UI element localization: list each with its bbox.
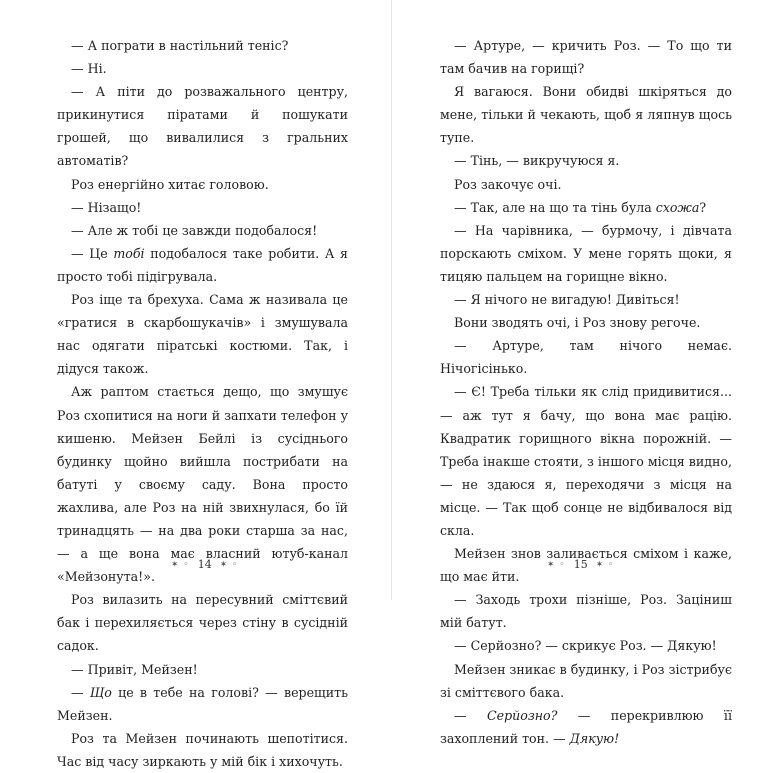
paragraph [57, 219, 348, 242]
italic-run: тобі [113, 245, 145, 261]
paragraph [57, 242, 348, 288]
page-number: 14 [197, 558, 212, 571]
text-run: Вони зводять очі, і Роз знову регоче. [454, 315, 701, 331]
paragraph [57, 288, 348, 380]
paragraph [440, 658, 732, 704]
text-run: Роз вилазить на пересувний сміттєвий бак і перехиляється через стіну в сусідній садок. [57, 592, 348, 654]
text-run: — А піти до розважального центру, прикинутися піратами й пошукати грошей, що вивалилися з гральних автоматів? [57, 84, 348, 169]
paragraph [440, 219, 732, 288]
text-run: — Артуре, там нічого немає. Нічогісінько. [440, 338, 732, 377]
italic-run: схожа [655, 199, 700, 215]
text-run: — Привіт, Мейзен! [71, 661, 198, 677]
text-run: — Серйозно? — скрикує Роз. — Дякую! [454, 638, 717, 654]
paragraph [57, 34, 348, 57]
italic-run: Дякую! [569, 730, 620, 746]
text-run: — Так, але на що та тінь була [454, 199, 656, 215]
text-run: Роз та Мейзен починають шепотітися. Час від часу зиркають у мій бік і хихочуть. [57, 730, 348, 769]
ornament-left: ✶ ◦ [547, 559, 566, 570]
italic-run: Що [89, 684, 112, 700]
text-run: Мейзен знов заливається сміхом і каже, що має йти. [440, 546, 732, 585]
text-run: — Я нічого не вигадую! Дивіться! [454, 292, 680, 308]
paragraph [57, 727, 348, 773]
text-run: — Це [71, 245, 114, 261]
text-run: Я вагаюся. Вони обидві шкіряться до мене, тільки й чекають, щоб я ляпнув щось тупе. [440, 84, 732, 146]
paragraph [440, 380, 732, 542]
text-run: Роз іще та брехуха. Сама ж називала це «гратися в скарбошукачів» і змушувала нас одягати піратські костюми. Так, і дідуся також. [57, 292, 348, 377]
text-run: подобалося таке робити. А я просто тобі підігрувала. [57, 245, 348, 284]
text-run: — А пограти в настільний теніс? [71, 38, 289, 53]
text-run: ? [699, 199, 707, 215]
paragraph [440, 196, 732, 219]
paragraph [440, 173, 732, 196]
right-page-footer [547, 558, 614, 571]
left-page-footer [171, 558, 238, 571]
paragraph [57, 80, 348, 172]
paragraph [57, 57, 348, 80]
text-run: — Нізащо! [71, 199, 142, 215]
ornament-left: ✶ ◦ [171, 559, 190, 570]
italic-run: — Серйозно? [454, 707, 558, 723]
right-page [392, 0, 783, 746]
paragraph [57, 681, 348, 727]
right-page-text [440, 34, 732, 750]
text-run: Аж раптом стається дещо, що змушує Роз схопитися на ноги й запхати телефон у кишеню. Мейзен Бейлі із сусіднього будинку щойно вийшла пострибати на батуті у своєму саду. Вона просто жахлива, але Роз на ній звихнулася, бо їй тринадцять — на два роки старша за нас, — а ще вона має власний ютуб-канал «Мейзонута!». [57, 384, 348, 585]
paragraph [440, 588, 732, 634]
paragraph [57, 658, 348, 681]
text-run: — Артуре, — кричить Роз. — То що ти там бачив на горищі? [440, 38, 732, 77]
ornament-right: ✶ ◦ [219, 559, 239, 570]
left-page-text [57, 34, 348, 773]
text-run: — На чарівника, — бурмочу, і дівчата порскають сміхом. У мене горять щоки, я тицяю пальцем на горищне вікно. [440, 222, 732, 284]
text-run: — Заходь трохи пізніше, Роз. Заціниш мій батут. [440, 592, 732, 631]
paragraph [440, 149, 732, 172]
paragraph [440, 80, 732, 149]
text-run: це в тебе на голові? — верещить Мейзен. [57, 684, 348, 723]
text-run: Мейзен зникає в будинку, і Роз зістрибує зі сміттєвого бака. [440, 661, 732, 700]
paragraph [440, 288, 732, 311]
text-run: — перекривлюю її захоплений тон. — [440, 707, 732, 746]
text-run: — Тінь, — викручуюся я. [454, 153, 620, 169]
paragraph [440, 34, 732, 80]
text-run: — Є! Треба тільки як слід придивитися... — аж тут я бачу, що вона має рацію. Квадратик горищного вікна порожній. — Треба інакше стояти, з іншого місця видно, — не здаюся я, переходячи з місця на місце. — Так щоб сонце не відбивалося від скла. [440, 384, 732, 538]
paragraph [440, 311, 732, 334]
text-run: Роз закочує очі. [454, 176, 562, 192]
paragraph [57, 588, 348, 657]
paragraph [440, 704, 732, 750]
paragraph [57, 196, 348, 219]
text-run: — Але ж тобі це завжди подобалося! [71, 222, 318, 238]
text-run: Роз енергійно хитає головою. [71, 176, 269, 192]
left-page [0, 0, 391, 769]
ornament-right: ✶ ◦ [595, 559, 615, 570]
paragraph [440, 634, 732, 657]
page-number: 15 [573, 558, 588, 571]
paragraph [440, 334, 732, 380]
text-run: — Ні. [71, 61, 107, 77]
text-run: — [71, 684, 90, 700]
paragraph [57, 173, 348, 196]
